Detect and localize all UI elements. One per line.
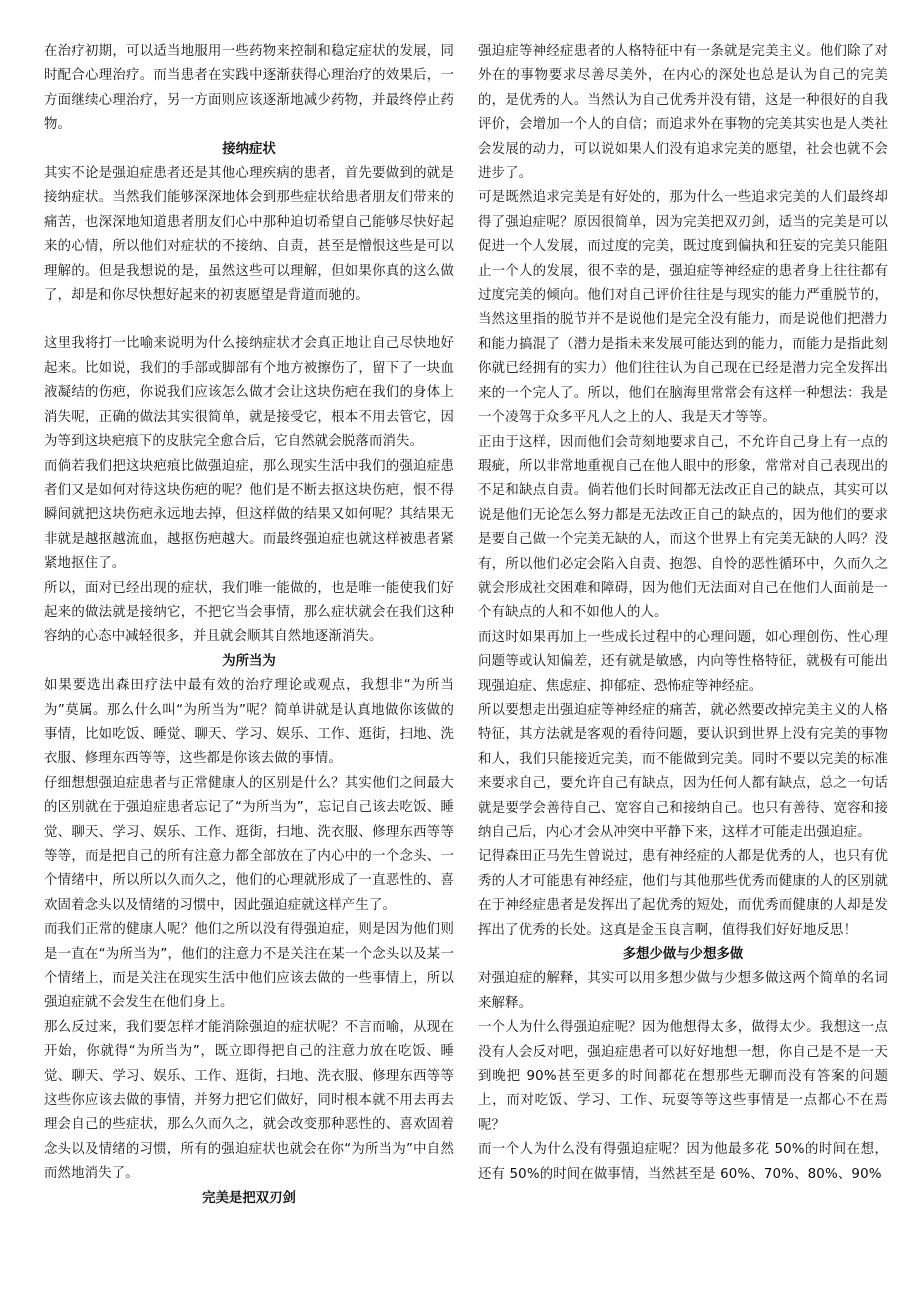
paragraph-gap	[44, 308, 454, 332]
heading-perfection-sword: 完美是把双刃剑	[202, 1190, 296, 1206]
paragraph-remove-perfectionism: 所以要想走出强迫症等神经症的痛苦，就必然要改掉完美主义的人格特征，其方法就是客观的看待问题，要认识到世界上没有完美的事物和人，我们只能接近完美，而不能做到完美。同时不要以完美的标准来要求自己，要允许自己有缺点，因为任何人都有缺点，总之一句话就是要学会善待自己、宽容自己和接纳自己。也只有善待、宽容和接纳自己后，内心才会从冲突中平静下来，这样才可能走出强迫症。	[478, 702, 888, 840]
paragraph-act-difference: 仔细想想强迫症患者与正常健康人的区别是什么？其实他们之间最大的区别就在于强迫症患者忘记了“为所当为”，忘记自己该去吃饭、睡觉、聊天、学习、娱乐、工作、逛街，扫地、洗衣服、修理东西等等等等，而是把自己的所有注意力都全部放在了内心中的一个念头、一个情绪中，所以所以久而久之，他们的心理就形成了一直恶性的、喜欢固着念头以及情绪的习惯中，因此强迫症就这样产生了。	[44, 775, 454, 913]
right-column	[478, 40, 888, 1187]
paragraph-medication: 在治疗初期，可以适当地服用一些药物来控制和稳定症状的发展，同时配合心理治疗。而当患者在实践中逐渐获得心理治疗的效果后，一方面继续心理治疗，另一方面则应该逐渐地减少药物，并最终停止药物。	[44, 44, 454, 133]
paragraph-morita-quote: 记得森田正马先生曾说过，患有神经症的人都是优秀的人，也只有优秀的人才可能患有神经症，他们与其他那些优秀而健康的人的区别就在于神经症患者是发挥出了起优秀的短处，而优秀而健康的人却是发挥出了优秀的长处。这真是金玉良言啊，值得我们好好地反思！	[478, 849, 888, 938]
heading-think-do: 多想少做与少想多做	[622, 947, 744, 963]
paragraph-accept-intro: 其实不论是强迫症患者还是其他心理疾病的患者，首先要做到的就是接纳症状。当然我们能够深深地体会到那些症状给患者朋友们带来的痛苦，也深深地知道患者朋友们心中那种迫切希望自己能够尽快好起来的心情，所以他们对症状的不接纳、自责，甚至是憎恨这些是可以理解的。但是我想说的是，虽然这些可以理解，但如果你真的这么做了，却是和你尽快想好起来的初衷愿望是背道而驰的。	[44, 166, 454, 304]
paragraph-growth-problems: 而这时如果再加上一些成长过程中的心理问题，如心理创伤、性心理问题等或认知偏差，还有就是敏感，内向等性格特征，就极有可能出现强迫症、焦虑症、抑郁症、恐怖症等神经症。	[478, 629, 888, 694]
paragraph-act-healthy: 而我们正常的健康人呢？他们之所以没有得强迫症，则是因为他们则是一直在“为所当为”，他们的注意力不是关注在某一个念头以及某一个情绪上，而是关注在现实生活中他们应该去做的一些事情上，所以强迫症就不会发生在他们身上。	[44, 922, 454, 1011]
paragraph-scar-ocd: 而倘若我们把这块疤痕比做强迫症，那么现实生活中我们的强迫症患者们又是如何对待这块伤疤的呢？他们是不断去抠这块伤疤，恨不得瞬间就把这块伤疤永远地去掉，但这样做的结果又如何呢？其结果无非就是越抠越流血，越抠伤疤越大。而最终强迫症也就这样被患者紧紧地抠住了。	[44, 458, 454, 572]
paragraph-double-edged: 可是既然追求完美是有好处的，那为什么一些追求完美的人们最终却得了强迫症呢？原因很简单，因为完美把双刃剑，适当的完美是可以促进一个人发展，而过度的完美，既过度到偏执和狂妄的完美只能阻止一个人的发展，很不幸的是，强迫症等神经症的患者身上往往都有过度完美的倾向。他们对自己评价往往是与现实的能力严重脱节的，当然这里指的脱节并不是说他们是完全没有能力，而是说他们把潜力和能力搞混了（潜力是指未来发展可能达到的能力，而能力是指此刻你就已经拥有的实力）他们往往认为自己现在已经是潜力完全发挥出来的一个完人了。所以，他们在脑海里常常会有这样一种想法：我是一个凌驾于众多平凡人之上的人、我是天才等等。	[478, 190, 888, 426]
heading-accept-symptoms: 接纳症状	[222, 141, 276, 157]
left-column	[44, 40, 454, 1211]
heading-act-as-should: 为所当为	[222, 653, 276, 669]
paragraph-self-demand: 正由于这样，因而他们会苛刻地要求自己，不允许自己身上有一点的瑕疵，所以非常地重视自己在他人眼中的形象，常常对自己表现出的不足和缺点自责。倘若他们长时间都无法改正自己的缺点，其实可以说是他们无论怎么努力都是无法改正自己的缺点的，因为他们的要求是要自己做一个完美无缺的人，而这个世界上有完美无缺的人吗？没有，所以他们必定会陷入自责、抱怨、自怜的恶性循环中，久而久之就会形成社交困难和障碍，因为他们无法面对自己在他们人面前是一个有缺点的人和不如他人的人。	[478, 434, 888, 621]
paragraph-act-method: 那么反过来，我们要怎样才能消除强迫的症状呢？不言而喻，从现在开始，你就得“为所当为”，既立即得把自己的注意力放在吃饭、睡觉、聊天、学习、娱乐、工作、逛街，扫地、洗衣服、修理东西等等这些你应该去做的事情，并努力把它们做好，同时根本就不用去再去理会自己的些症状，那么久而久之，就会改变那种恶性的、喜欢固着念头以及情绪的习惯，所有的强迫症状也就会在你“为所当为”中自然而然地消失了。	[44, 1019, 454, 1182]
paragraph-scar-metaphor: 这里我将打一比喻来说明为什么接纳症状才会真正地让自己尽快地好起来。比如说，我们的手部或脚部有个地方被擦伤了，留下了一块血液凝结的伤疤，你说我们应该怎么做才会让这块伤疤在我们的身体上消失呢，正确的做法其实很简单，就是接受它，根本不用去管它，因为等到这块疤痕下的皮肤完全愈合后，它自然就会脱落而消失。	[44, 336, 454, 450]
paragraph-accept-conclusion: 所以，面对已经出现的症状，我们唯一能做的，也是唯一能使我们好起来的做法就是接纳它，不把它当会事情，那么症状就会在我们这种容纳的心态中减轻很多，并且就会顺其自然地逐渐消失。	[44, 580, 454, 645]
paragraph-healthy-ratio: 而一个人为什么没有得强迫症呢？因为他最多花 50%的时间在想，还有 50%的时间在做事情，当然甚至是 60%、70%、80%、90%	[478, 1142, 888, 1182]
paragraph-think-do-intro: 对强迫症的解释，其实可以用多想少做与少想多做这两个简单的名词来解释。	[478, 971, 888, 1011]
paragraph-think-too-much: 一个人为什么得强迫症呢？因为他想得太多，做得太少。我想这一点没有人会反对吧，强迫症患者可以好好地想一想，你自己是不是一天到晚把 90%甚至更多的时间都花在想那些无聊而没有答案的问题上，而对吃饭、学习、工作、玩耍等等这些事情是一点都心不在焉呢？	[478, 1020, 888, 1133]
paragraph-perfectionism-trait: 强迫症等神经症患者的人格特征中有一条就是完美主义。他们除了对外在的事物要求尽善尽美外，在内心的深处也总是认为自己的完美的，是优秀的人。当然认为自己优秀并没有错，这是一种很好的自我评价，会增加一个人的自信；而追求外在事物的完美其实也是人类社会发展的动力，可以说如果人们没有追求完美的愿望，社会也就不会进步了。	[478, 44, 888, 182]
paragraph-act-definition: 如果要选出森田疗法中最有效的治疗理论或观点，我想非“为所当为”莫属。那么什么叫“为所当为”呢？简单讲就是认真地做你该做的事情，比如吃饭、睡觉、聊天、学习、娱乐、工作、逛街，扫地、洗衣服、修理东西等等，这些都是你该去做的事情。	[44, 678, 454, 767]
